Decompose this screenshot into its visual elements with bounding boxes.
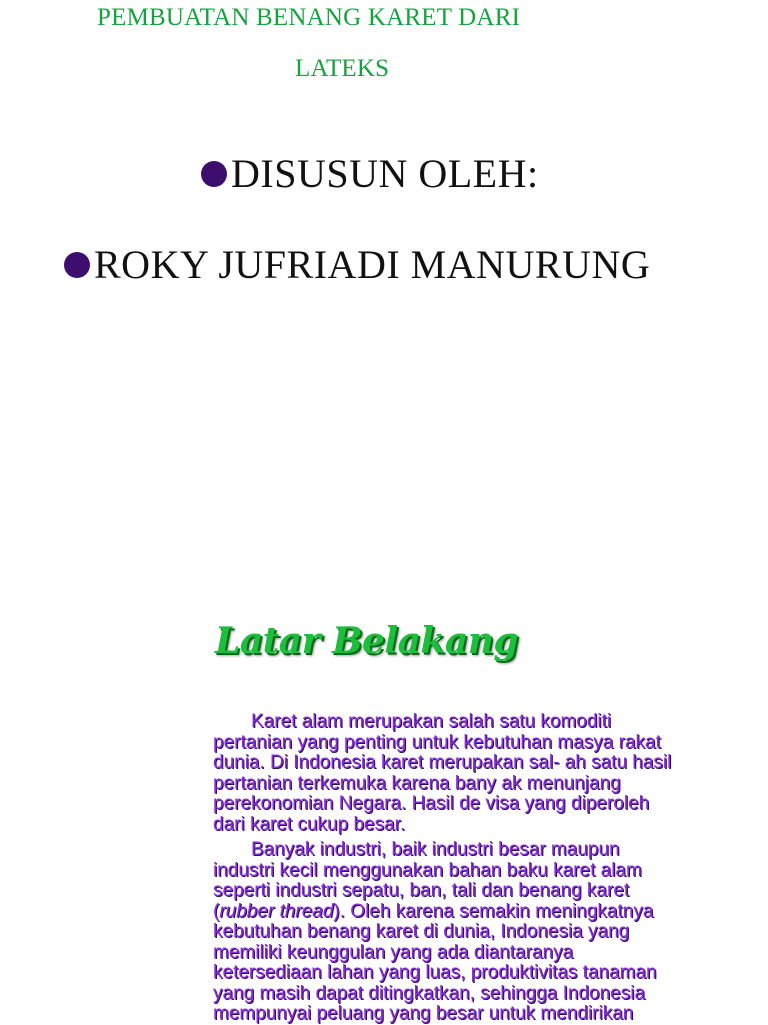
paragraph-line: Karet alam merupakan salah satu komoditi xyxy=(251,711,612,732)
section-heading: Latar Belakang xyxy=(215,620,519,662)
paragraph-line: seperti industri sepatu, ban, tali dan benang karet xyxy=(213,880,630,901)
italic-term: rubber thread xyxy=(219,900,334,922)
paragraph-line: yang masih dapat ditingkatkan, sehingga Indonesia xyxy=(213,982,646,1004)
paragraph-line: pertanian terkemuka karena bany ak menunjang xyxy=(213,772,621,794)
paragraph-line-tail: ). Oleh karena semakin meningkatnya xyxy=(333,900,654,922)
paragraph-line: kebutuhan benang karet di dunia, Indonesia yang xyxy=(213,921,630,942)
paragraph-line: industri kecil menggunakan bahan baku karet alam xyxy=(213,859,642,881)
paragraph-line: dari karet cukup besar. xyxy=(213,813,406,835)
paragraph-line: perekonomian Negara. Hasil de visa yang diperoleh xyxy=(213,793,650,814)
bullet-author-name xyxy=(64,241,650,288)
author-name-text: ROKY JUFRIADI MANURUNG xyxy=(94,242,651,287)
paragraph-line: Banyak industri, baik industri besar maupun xyxy=(251,839,620,860)
bullet-dot-icon xyxy=(201,161,227,187)
paragraph-line: mempunyai peluang yang besar untuk mendirikan xyxy=(213,1003,634,1024)
bullet-dot-icon xyxy=(64,252,90,278)
document-title-line-1: PEMBUATAN BENANG KARET DARI xyxy=(97,4,521,31)
paren-open: ( xyxy=(213,900,220,922)
author-label-text: DISUSUN OLEH: xyxy=(231,151,539,196)
paragraph-2 xyxy=(213,840,743,1025)
bullet-author-label xyxy=(201,150,539,197)
paragraph-1 xyxy=(213,712,743,835)
paragraph-line: ketersediaan lahan yang luas, produktivitas tanaman xyxy=(213,962,657,983)
paragraph-line: pertanian yang penting untuk kebutuhan masya rakat xyxy=(213,731,661,753)
paragraph-line: dunia. Di Indonesia karet merupakan sal- ah satu hasil xyxy=(213,752,672,773)
paragraph-line: memiliki keunggulan yang ada diantaranya xyxy=(213,941,574,963)
document-title-line-2: LATEKS xyxy=(295,55,390,82)
paragraph-line-mixed xyxy=(213,902,743,923)
